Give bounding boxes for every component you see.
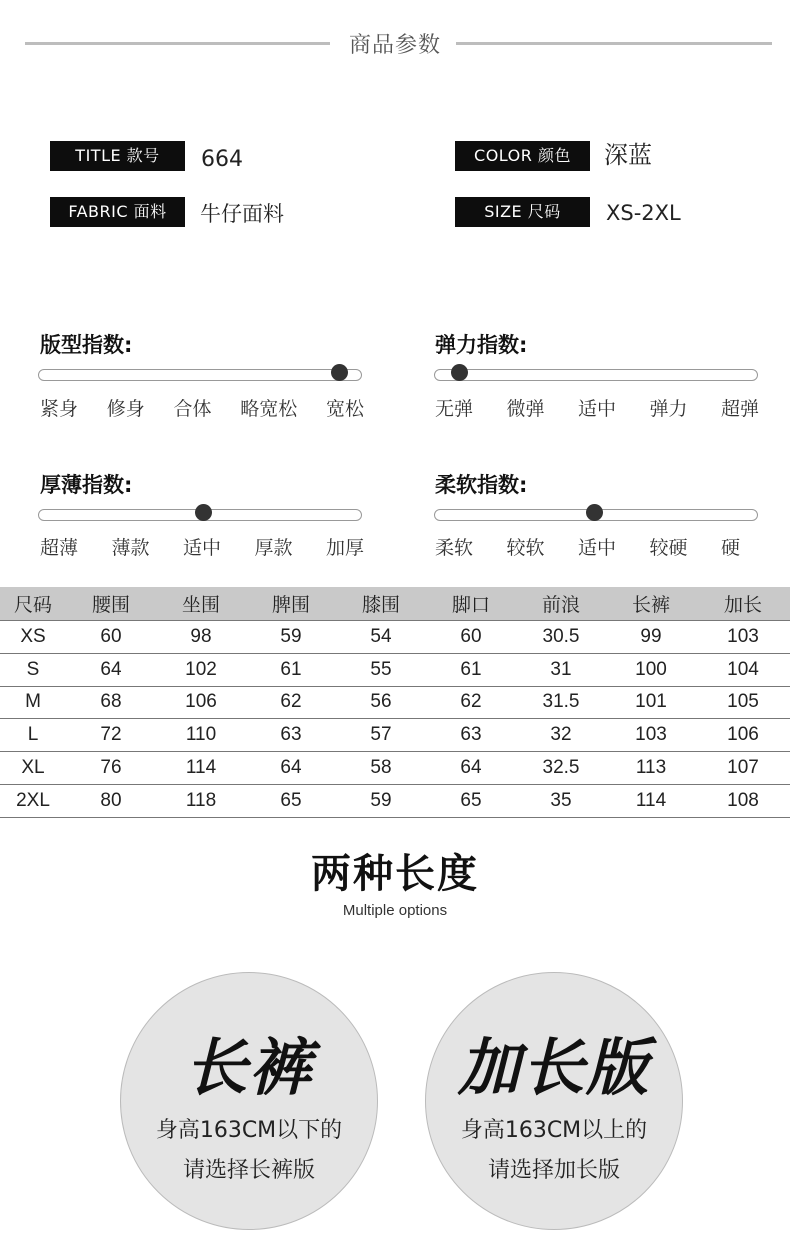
table-row [0,621,790,654]
scale-label: 微弹 [506,398,545,420]
scale-label: 加厚 [325,537,364,559]
index-scale-stretch [435,394,759,421]
table-cell: M [0,686,66,719]
table-cell: 114 [606,784,696,817]
scale-label: 适中 [577,537,616,559]
scale-label: 无弹 [435,398,474,420]
scale-label: 较硬 [649,537,688,559]
table-cell: 105 [696,686,790,719]
table-cell: 102 [156,653,246,686]
table-cell: XS [0,621,66,654]
table-cell: 60 [66,621,156,654]
length-option-line2: 请选择长裤版 [182,1158,315,1183]
table-cell: 57 [336,719,426,752]
scale-label: 硬 [720,537,740,559]
table-cell: 58 [336,752,426,785]
length-option-name: 加长版 [457,1031,650,1104]
index-title-stretch: 弹力指数: [435,333,528,357]
table-header: 脚口 [426,587,516,621]
size-table [0,587,790,818]
table-cell: 103 [606,719,696,752]
table-cell: 32.5 [516,752,606,785]
index-knob-thickness [195,504,212,521]
table-header: 膝围 [336,587,426,621]
index-knob-softness [586,504,603,521]
table-header: 长裤 [606,587,696,621]
table-cell: 107 [696,752,790,785]
index-scale-softness [435,533,740,560]
scale-label: 宽松 [325,398,364,420]
table-header: 腰围 [66,587,156,621]
table-cell: S [0,653,66,686]
table-cell: 59 [336,784,426,817]
table-cell: 76 [66,752,156,785]
lengths-subtitle: Multiple options [342,902,448,919]
table-cell: 100 [606,653,696,686]
section-title: 商品参数 [348,33,441,58]
table-cell: 114 [156,752,246,785]
table-cell: 98 [156,621,246,654]
table-header: 尺码 [0,587,66,621]
table-cell: L [0,719,66,752]
table-cell: 35 [516,784,606,817]
table-cell: 110 [156,719,246,752]
table-cell: 106 [156,686,246,719]
scale-label: 较软 [506,537,545,559]
table-cell: 54 [336,621,426,654]
length-option-long [425,972,683,1230]
scale-label: 超薄 [40,537,79,559]
table-row [0,719,790,752]
index-track-stretch [434,369,758,381]
scale-label: 适中 [577,398,616,420]
scale-label: 柔软 [435,537,474,559]
param-value-title: 664 [201,147,243,172]
param-key-fabric: FABRIC 面料 [50,197,185,227]
table-cell: 101 [606,686,696,719]
index-title-thickness: 厚薄指数: [40,473,133,497]
table-cell: 118 [156,784,246,817]
table-cell: 106 [696,719,790,752]
index-knob-fit [331,364,348,381]
param-value-fabric: 牛仔面料 [200,202,284,226]
scale-label: 弹力 [649,398,688,420]
table-cell: 56 [336,686,426,719]
index-title-softness: 柔软指数: [435,473,528,497]
table-cell: 64 [426,752,516,785]
table-cell: 61 [246,653,336,686]
param-key-color: COLOR 颜色 [455,141,590,171]
table-row [0,653,790,686]
table-cell: 80 [66,784,156,817]
table-cell: 63 [426,719,516,752]
table-cell: 59 [246,621,336,654]
table-cell: XL [0,752,66,785]
scale-label: 紧身 [40,398,79,420]
table-cell: 62 [426,686,516,719]
table-header-row [0,587,790,621]
param-key-title: TITLE 款号 [50,141,185,171]
length-option-line1: 身高163CM以下的 [155,1118,343,1143]
scale-label: 厚款 [254,537,293,559]
table-header: 加长 [696,587,790,621]
param-key-size: SIZE 尺码 [455,197,590,227]
index-knob-stretch [451,364,468,381]
length-option-regular [120,972,378,1230]
table-row [0,784,790,817]
table-cell: 31.5 [516,686,606,719]
length-option-line2: 请选择加长版 [487,1158,620,1183]
table-cell: 65 [426,784,516,817]
table-cell: 72 [66,719,156,752]
lengths-title: 两种长度 [311,851,479,897]
scale-label: 修身 [106,398,145,420]
table-row [0,686,790,719]
param-value-size: XS-2XL [606,201,681,225]
index-track-fit [38,369,362,381]
table-row [0,752,790,785]
index-scale-thickness [40,533,364,560]
table-cell: 68 [66,686,156,719]
table-cell: 61 [426,653,516,686]
index-scale-fit [40,394,364,421]
table-cell: 113 [606,752,696,785]
table-cell: 32 [516,719,606,752]
table-cell: 108 [696,784,790,817]
table-cell: 103 [696,621,790,654]
length-option-name: 长裤 [184,1031,313,1104]
table-cell: 2XL [0,784,66,817]
table-cell: 62 [246,686,336,719]
table-cell: 99 [606,621,696,654]
scale-label: 略宽松 [240,398,298,420]
table-cell: 30.5 [516,621,606,654]
table-cell: 63 [246,719,336,752]
scale-label: 合体 [173,398,212,420]
index-title-fit: 版型指数: [40,333,133,357]
table-cell: 55 [336,653,426,686]
table-header: 脾围 [246,587,336,621]
table-cell: 104 [696,653,790,686]
table-cell: 31 [516,653,606,686]
table-cell: 64 [246,752,336,785]
table-cell: 60 [426,621,516,654]
param-value-color: 深蓝 [604,141,652,169]
table-header: 坐围 [156,587,246,621]
table-cell: 65 [246,784,336,817]
table-cell: 64 [66,653,156,686]
table-header: 前浪 [516,587,606,621]
scale-label: 适中 [182,537,221,559]
scale-label: 薄款 [111,537,150,559]
scale-label: 超弹 [720,398,759,420]
length-option-line1: 身高163CM以上的 [460,1118,648,1143]
